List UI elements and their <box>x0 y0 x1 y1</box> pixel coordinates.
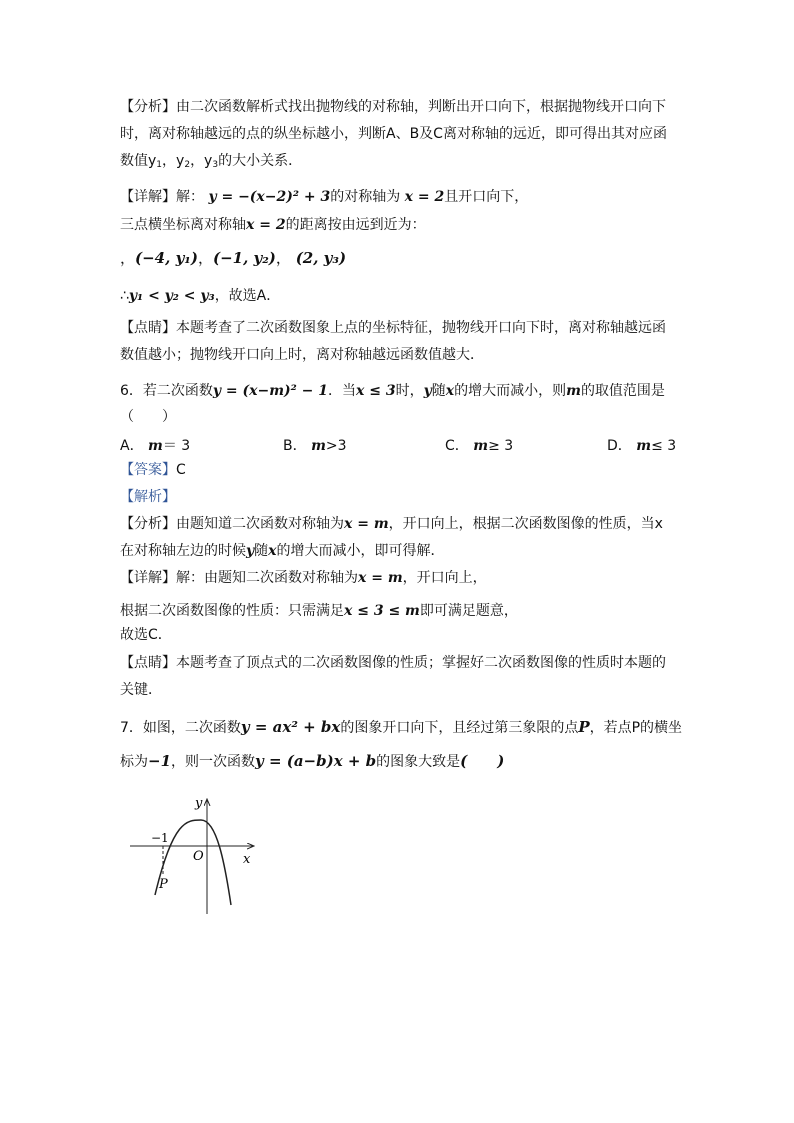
q6-analysis-line-2: 在对称轴左边的时候y随x的增大而减小，即可得解． <box>120 543 445 559</box>
q6-answer: 【答案】C <box>120 462 186 478</box>
p5-analysis-line-1: 【分析】由二次函数解析式找出抛物线的对称轴，判断出开口向下，根据抛物线开口向下 <box>120 99 666 115</box>
analysis-tag: 【分析】 <box>120 99 176 115</box>
q7-stem-line-2: 标为−1，则一次函数y = (a−b)x + b的图象大致是( ) <box>120 752 505 770</box>
p5-conclusion-line: ∴y₁ < y₂ < y₃，故选A． <box>120 288 281 304</box>
formula-axis: x = 2 <box>404 189 445 205</box>
comment-tag: 【点睛】 <box>120 320 176 336</box>
q6-paren: （ ） <box>120 409 176 425</box>
inequality: y₁ < y₂ < y₃ <box>128 288 215 304</box>
p5-detail-line-2: 三点横坐标离对称轴x = 2的距离按由远到近为： <box>120 217 426 233</box>
p5-detail-line-1: 【详解】解： y = −(x−2)² + 3的对称轴为 x = 2且开口向下， <box>120 189 529 205</box>
x-axis-label: x <box>243 852 251 867</box>
jiexi-tag: 【解析】 <box>120 489 176 505</box>
q6-detail-line-1: 【详解】解：由题知二次函数对称轴为x = m，开口向上， <box>120 570 487 586</box>
point-1: (−4, y₁) <box>135 249 198 267</box>
p5-points-line: ，(−4, y₁)，(−1, y₂)， (2, y₃) <box>120 249 347 267</box>
q6-jiexi <box>120 487 176 507</box>
origin-label: O <box>193 849 204 864</box>
y-axis-label: y <box>195 796 203 811</box>
p5-comment-line-1: 【点睛】本题考查了二次函数图象上点的坐标特征，抛物线开口向下时，离对称轴越远函 <box>120 320 666 336</box>
formula-parabola: y = −(x−2)² + 3 <box>208 189 331 205</box>
point-2: (−1, y₂) <box>212 249 276 267</box>
detail-tag: 【详解】 <box>120 189 176 205</box>
q6-function: y = (x−m)² − 1 <box>212 383 329 399</box>
q6-option-d: D． m≤ 3 <box>607 438 677 454</box>
q7-linear: y = (a−b)x + b <box>255 752 377 770</box>
q7-quadratic: y = ax² + bx <box>240 718 341 736</box>
q6-stem-line-1: 6．若二次函数y = (x−m)² − 1．当x ≤ 3时，y随x的增大而减小，则m的取值范围是 <box>120 383 665 399</box>
q6-option-b: B． m>3 <box>283 438 347 454</box>
formula-axis-2: x = 2 <box>246 217 286 233</box>
q6-comment-line-1: 【点睛】本题考查了顶点式的二次函数图像的性质；掌握好二次函数图像的性质时本题的 <box>120 655 666 671</box>
q6-detail-line-2: 根据二次函数图像的性质：只需满足x ≤ 3 ≤ m即可满足题意， <box>120 603 518 619</box>
p5-analysis-line-3: 数值$y_1$，$y_2$，$y_3$的大小关系． <box>120 153 303 170</box>
p5-comment-line-2: 数值越小；抛物线开口向上时，离对称轴越远函数值越大． <box>120 347 484 363</box>
q7-stem-line-1: 7．如图，二次函数y = ax² + bx的图象开口向下，且经过第三象限的点P，若点P的横坐 <box>120 718 683 736</box>
q6-detail-line-3: 故选C． <box>120 627 172 643</box>
p5-analysis-line-2: 时，离对称轴越远的点的纵坐标越小，判断A、B及C离对称轴的远近，即可得出其对应函 <box>120 126 667 142</box>
q6-analysis-line-1: 【分析】由题知道二次函数对称轴为x = m，开口向上，根据二次函数图像的性质，当x <box>120 516 663 532</box>
q7-figure <box>125 790 275 920</box>
tick-label-neg1: −1 <box>151 831 169 845</box>
q6-comment-line-2: 关键． <box>120 682 162 698</box>
q6-option-c: C． m≥ 3 <box>445 438 514 454</box>
point-3: (2, y₃) <box>295 249 347 267</box>
answer-tag: 【答案】 <box>120 462 176 478</box>
point-p-label: P <box>159 877 168 892</box>
q6-option-a: A． m＝ 3 <box>120 438 191 454</box>
